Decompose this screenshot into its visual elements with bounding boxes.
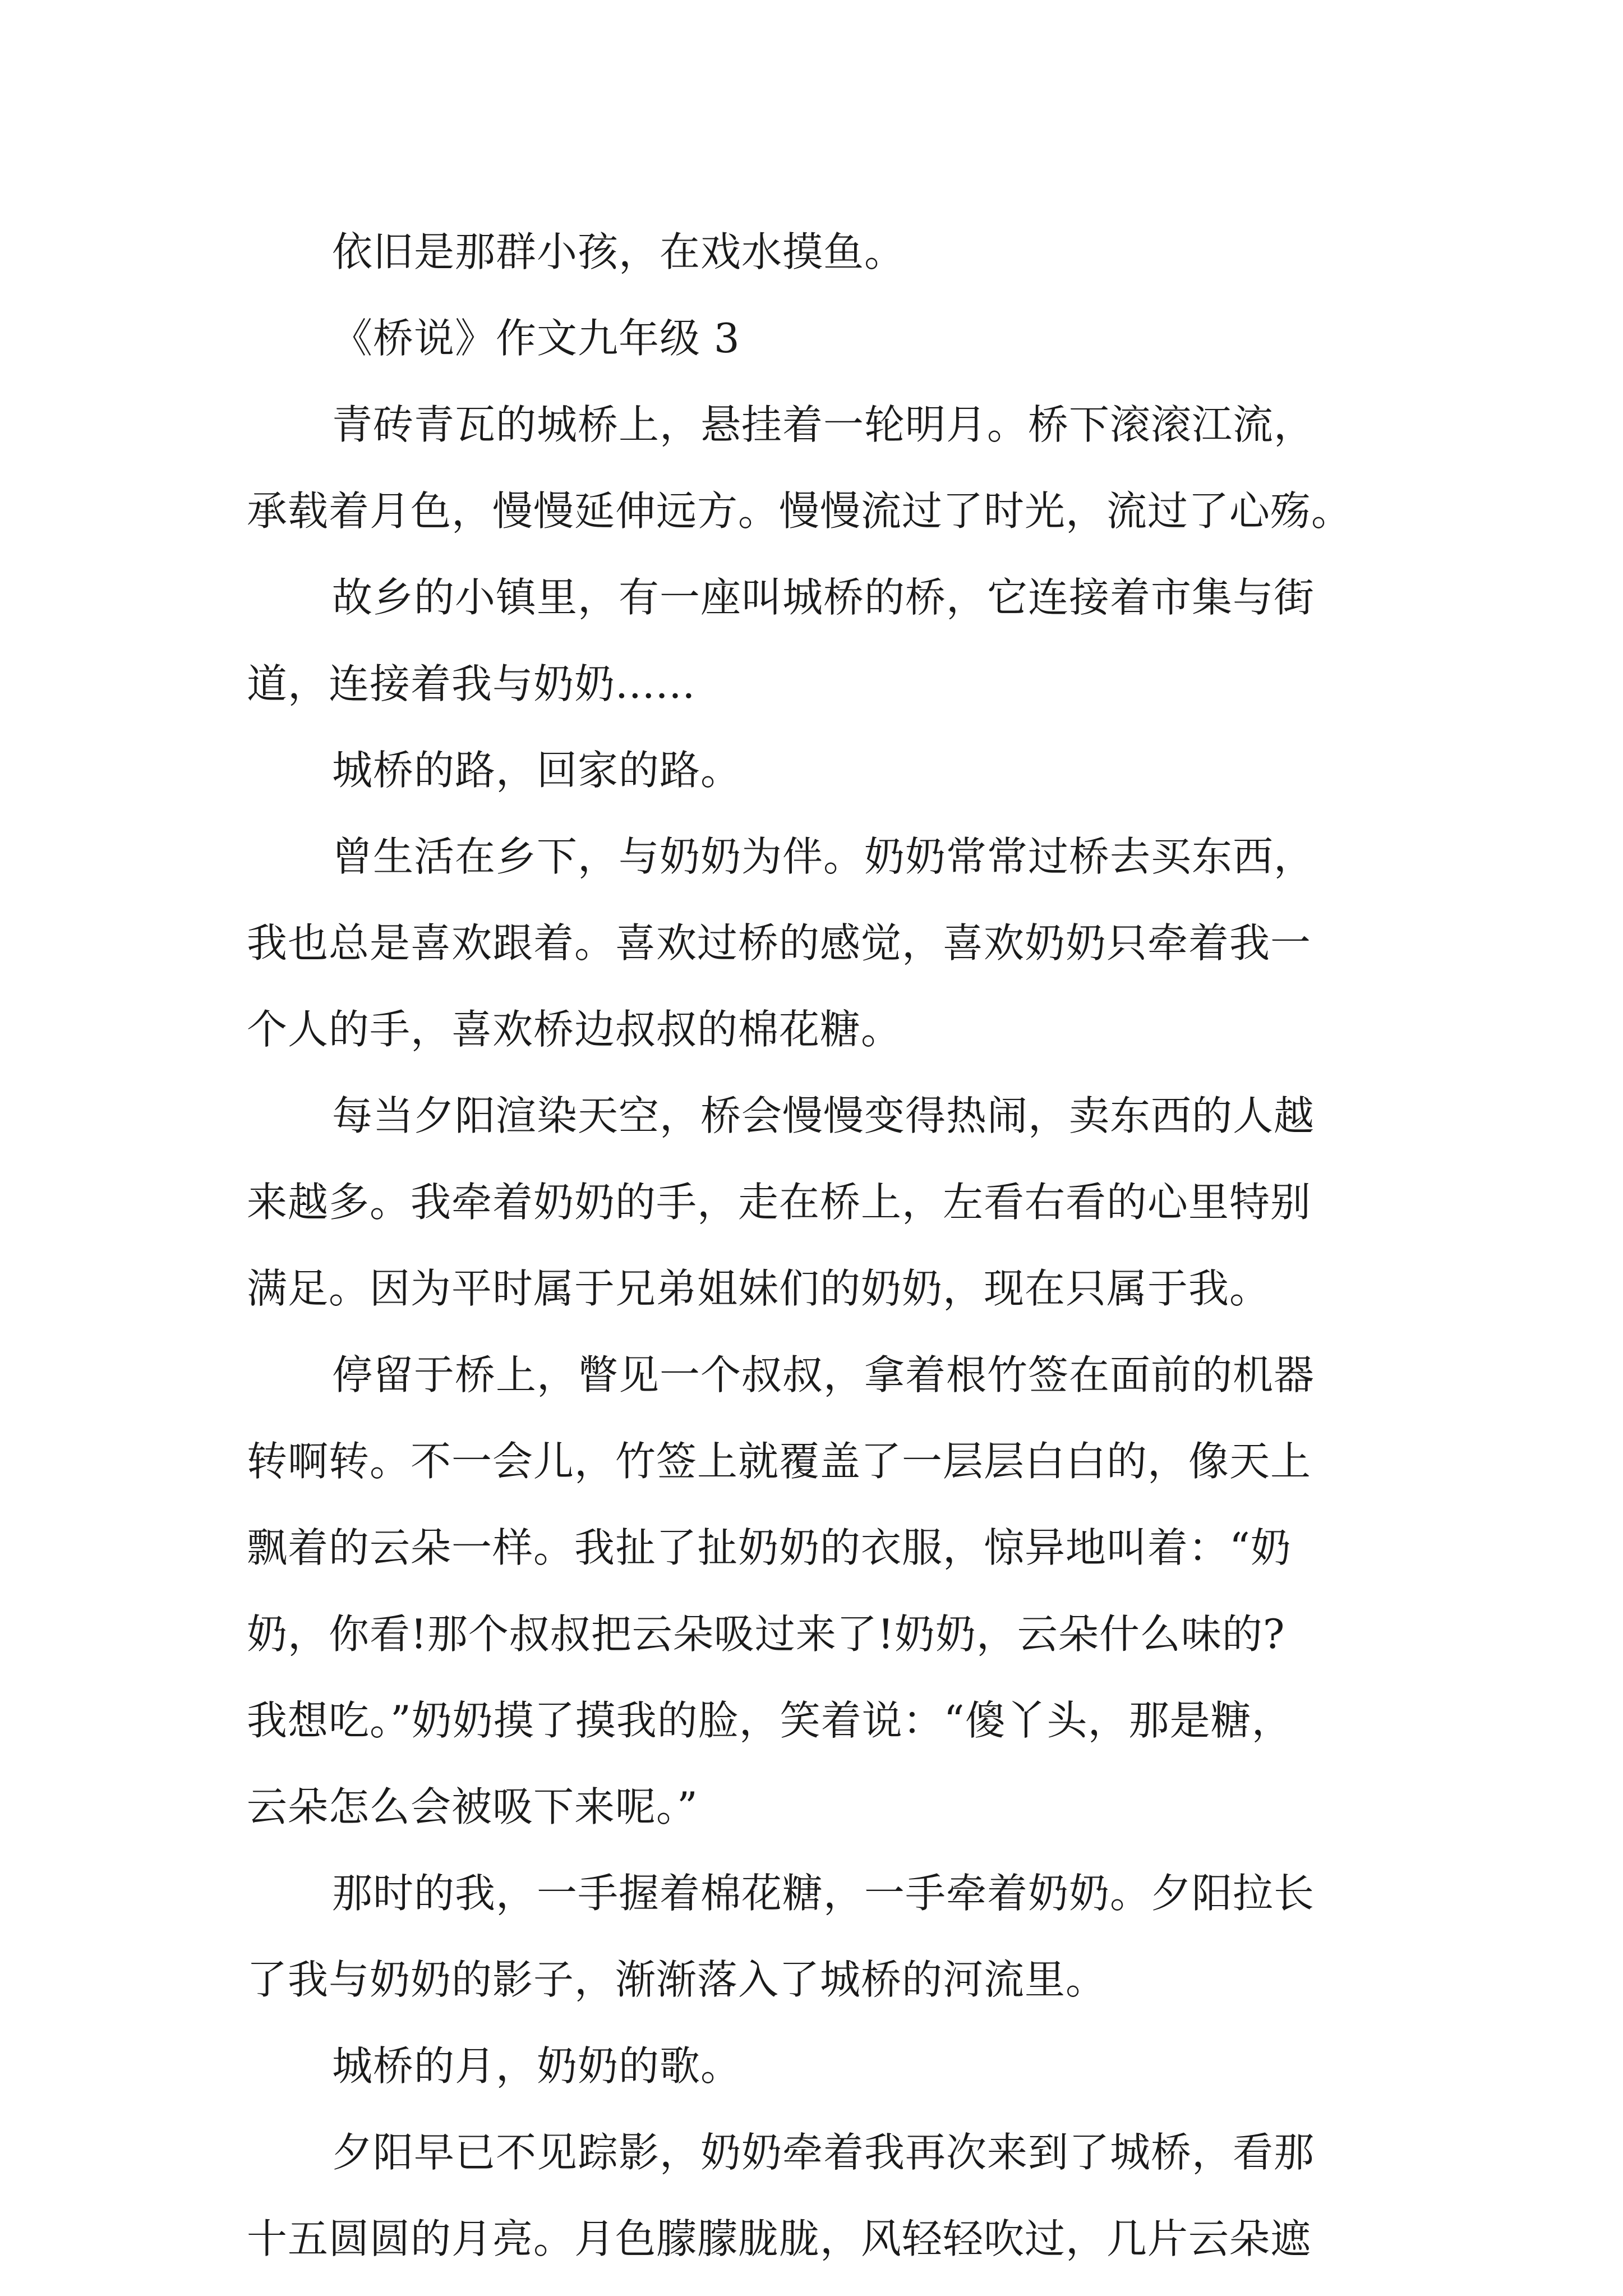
- text-line: 夕阳早已不见踪影，奶奶牵着我再次来到了城桥，看那: [332, 2129, 1315, 2176]
- text-line: 转啊转。不一会儿，竹签上就覆盖了一层层白白的，像天上: [247, 1438, 1312, 1485]
- text-line: 满足。因为平时属于兄弟姐妹们的奶奶，现在只属于我。: [247, 1265, 1271, 1312]
- text-line: 曾生活在乡下，与奶奶为伴。奶奶常常过桥去买东西，: [332, 833, 1315, 880]
- text-line: 承载着月色，慢慢延伸远方。慢慢流过了时光，流过了心殇。: [247, 487, 1353, 535]
- text-line: 停留于桥上，瞥见一个叔叔，拿着根竹签在面前的机器: [332, 1351, 1315, 1398]
- document-body: [247, 209, 1380, 2282]
- text-line: 了我与奶奶的影子，渐渐落入了城桥的河流里。: [247, 1956, 1107, 2003]
- section-title: 《桥说》作文九年级 3: [332, 315, 740, 362]
- text-line: 奶，你看!那个叔叔把云朵吸过来了!奶奶，云朵什么味的?: [247, 1611, 1285, 1658]
- text-line: 每当夕阳渲染天空，桥会慢慢变得热闹，卖东西的人越: [332, 1092, 1315, 1139]
- text-line: 青砖青瓦的城桥上，悬挂着一轮明月。桥下滚滚江流，: [332, 401, 1315, 448]
- text-line: 依旧是那群小孩，在戏水摸鱼。: [332, 228, 906, 275]
- text-line: 我也总是喜欢跟着。喜欢过桥的感觉，喜欢奶奶只牵着我一: [247, 919, 1312, 967]
- text-line: 十五圆圆的月亮。月色朦朦胧胧，风轻轻吹过，几片云朵遮: [247, 2215, 1312, 2262]
- text-line: 道，连接着我与奶奶......: [247, 660, 696, 707]
- text-line: 城桥的路，回家的路。: [332, 747, 742, 794]
- text-line: 我想吃。”奶奶摸了摸我的脸，笑着说：“傻丫头，那是糖，: [247, 1697, 1293, 1744]
- text-line: 故乡的小镇里，有一座叫城桥的桥，它连接着市集与街: [332, 574, 1315, 621]
- text-line: 那时的我，一手握着棉花糖，一手牵着奶奶。夕阳拉长: [332, 1870, 1315, 1917]
- text-line: 飘着的云朵一样。我扯了扯奶奶的衣服，惊异地叫着：“奶: [247, 1524, 1292, 1571]
- text-line: 来越多。我牵着奶奶的手，走在桥上，左看右看的心里特别: [247, 1179, 1312, 1226]
- text-line: 个人的手，喜欢桥边叔叔的棉花糖。: [247, 1006, 902, 1053]
- text-line: 云朵怎么会被吸下来呢。”: [247, 1783, 698, 1830]
- text-line: 城桥的月，奶奶的歌。: [332, 2042, 742, 2090]
